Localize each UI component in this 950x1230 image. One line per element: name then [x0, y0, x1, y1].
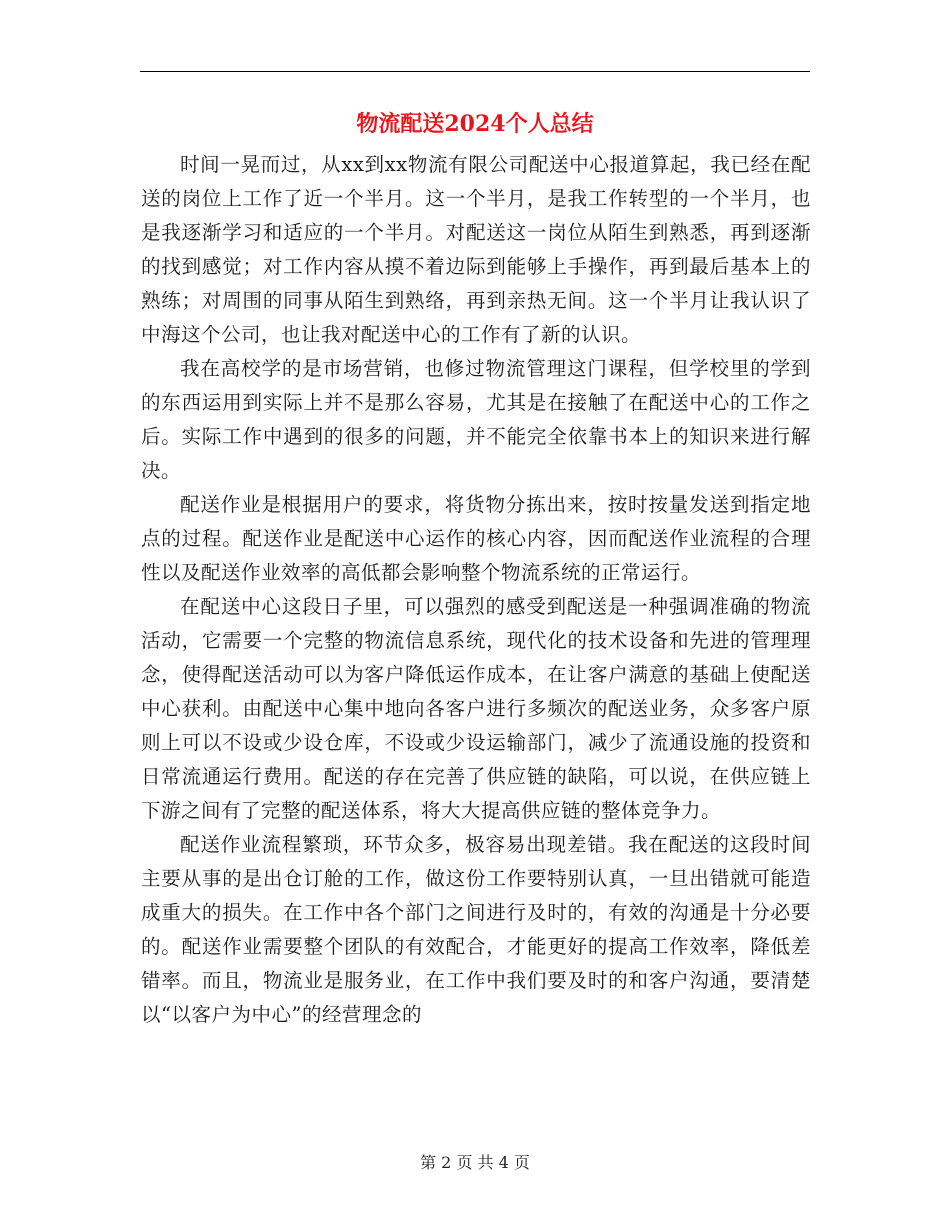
document-title: 物流配送2024个人总结: [356, 111, 594, 137]
paragraph-5: 配送作业流程繁琐，环节众多，极容易出现差错。我在配送的这段时间主要从事的是出仓订舱的工作，做这份工作要特别认真，一旦出错就可能造成重大的损失。在工作中各个部门之间进行及时的，有效的沟通是十分必要的。配送作业需要整个团队的有效配合，才能更好的提高工作效率，降低差错率。而且，物流业是服务业，在工作中我们要及时的和客户沟通，要清楚以“以客户为中心”的经营理念的: [141, 833, 811, 1026]
paragraph-2: 我在高校学的是市场营销，也修过物流管理这门课程，但学校里的学到的东西运用到实际上并不是那么容易，尤其是在接触了在配送中心的工作之后。实际工作中遇到的很多的问题，并不能完全依靠书本上的知识来进行解决。: [141, 357, 811, 482]
paragraph-4: 在配送中心这段日子里，可以强烈的感受到配送是一种强调准确的物流活动，它需要一个完整的物流信息系统，现代化的技术设备和先进的管理理念，使得配送活动可以为客户降低运作成本，在让客户满意的基础上使配送中心获利。由配送中心集中地向各客户进行多频次的配送业务，众多客户原则上可以不设或少设仓库，不设或少设运输部门，减少了流通设施的投资和日常流通运行费用。配送的存在完善了供应链的缺陷，可以说，在供应链上下游之间有了完整的配送体系，将大大提高供应链的整体竞争力。: [141, 595, 811, 822]
page-footer: 第 2 页 共 4 页: [420, 1153, 530, 1172]
header-rule: [140, 71, 810, 72]
paragraph-1: 时间一晃而过，从xx到xx物流有限公司配送中心报道算起，我已经在配送的岗位上工作了近一个半月。这一个半月，是我工作转型的一个半月，也是我逐渐学习和适应的一个半月。对配送这一岗位从陌生到熟悉，再到逐渐的找到感觉；对工作内容从摸不着边际到能够上手操作，再到最后基本上的熟练；对周围的同事从陌生到熟络，再到亲热无间。这一个半月让我认识了中海这个公司，也让我对配送中心的工作有了新的认识。: [141, 153, 811, 346]
document-body: [141, 148, 811, 1032]
paragraph-3: 配送作业是根据用户的要求，将货物分拣出来，按时按量发送到指定地点的过程。配送作业是配送中心运作的核心内容，因而配送作业流程的合理性以及配送作业效率的高低都会影响整个物流系统的正常运行。: [141, 493, 811, 584]
